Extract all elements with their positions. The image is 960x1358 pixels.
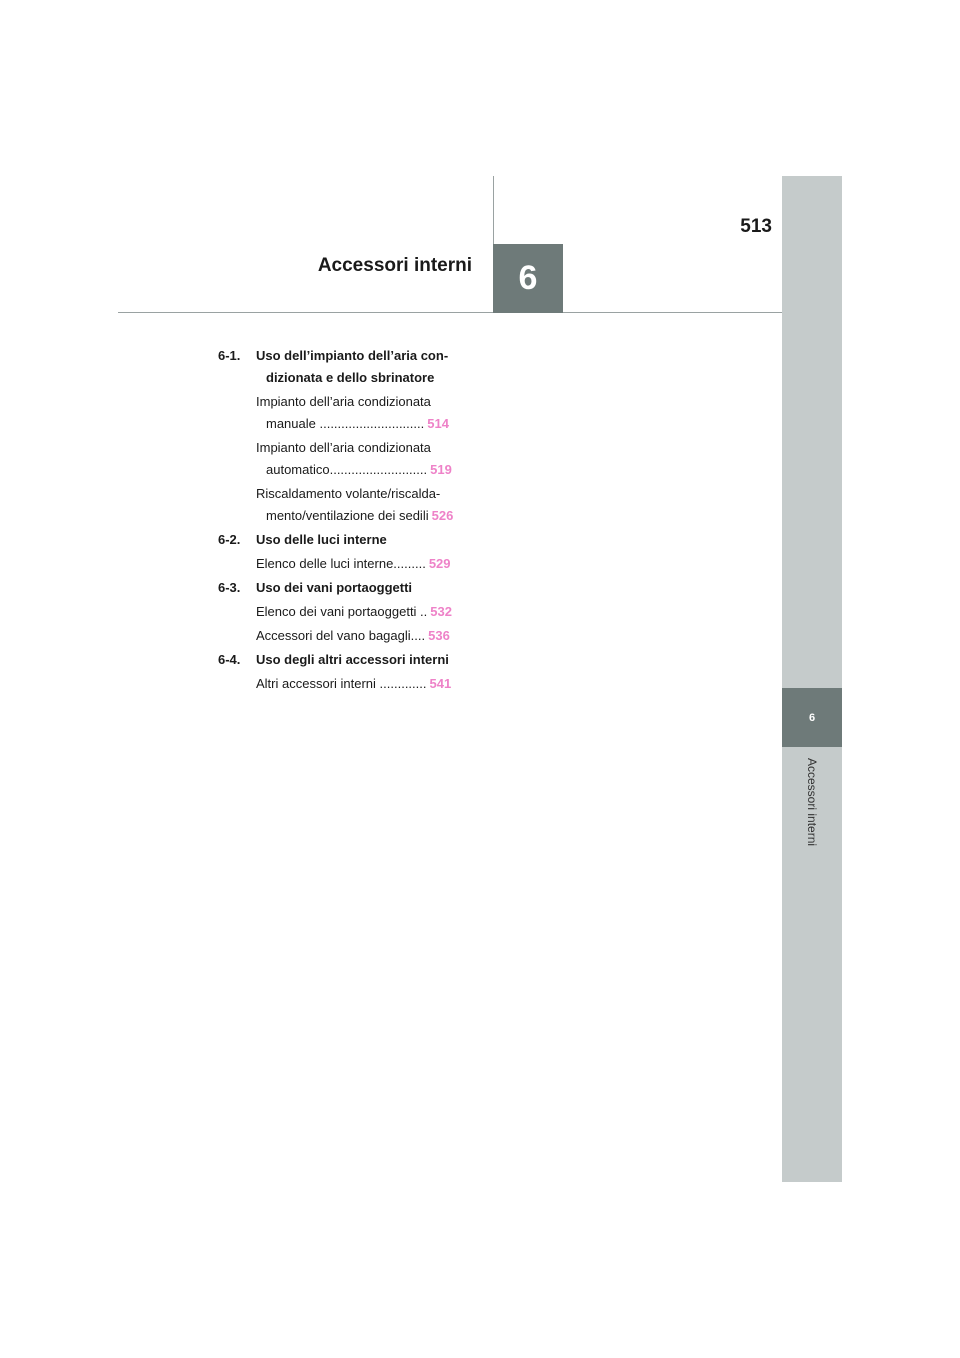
side-tab-number: 6 bbox=[808, 711, 816, 724]
entry-page-link[interactable]: 541 bbox=[429, 676, 452, 691]
section-title-continued: dizionata e dello sbrinatore bbox=[266, 370, 435, 385]
entry-text: Elenco delle luci interne......... bbox=[256, 556, 426, 571]
section-number: 6-3. bbox=[218, 580, 241, 595]
entry-page-link[interactable]: 529 bbox=[428, 556, 451, 571]
toc-section-6-1[interactable] bbox=[218, 345, 478, 367]
toc-entry[interactable] bbox=[256, 437, 478, 481]
section-number: 6-2. bbox=[218, 532, 241, 547]
side-chapter-label: Accessori interni bbox=[805, 758, 819, 847]
toc-entry[interactable] bbox=[256, 483, 478, 527]
chapter-title: Accessori interni bbox=[317, 255, 472, 276]
entry-text: Elenco dei vani portaoggetti .. bbox=[256, 604, 428, 619]
entry-text: Riscaldamento volante/riscalda- bbox=[256, 486, 441, 501]
entry-page-link[interactable]: 526 bbox=[431, 508, 454, 523]
header-horizontal-rule bbox=[118, 312, 782, 313]
entry-text-continued: automatico........................... bbox=[266, 462, 428, 477]
section-title: Uso dei vani portaoggetti bbox=[256, 580, 413, 595]
entry-text: Altri accessori interni ............. bbox=[256, 676, 427, 691]
section-number: 6-1. bbox=[218, 348, 241, 363]
entry-page-link[interactable]: 532 bbox=[430, 604, 452, 619]
entry-text: Impianto dell’aria condizionata bbox=[256, 440, 431, 455]
section-title: Uso degli altri accessori interni bbox=[256, 652, 449, 667]
side-strip bbox=[782, 176, 842, 1182]
section-title: Uso dell’impianto dell’aria con- bbox=[256, 348, 449, 363]
section-title: Uso delle luci interne bbox=[256, 532, 387, 547]
toc-entry[interactable] bbox=[256, 673, 478, 695]
page-number: 513 bbox=[740, 216, 772, 237]
toc-section-6-4[interactable] bbox=[218, 649, 478, 671]
toc-section-6-2[interactable] bbox=[218, 529, 478, 551]
entry-text: Accessori del vano bagagli.... bbox=[256, 628, 426, 643]
section-number: 6-4. bbox=[218, 652, 241, 667]
toc-entry[interactable] bbox=[256, 391, 478, 435]
entry-text: Impianto dell’aria condizionata bbox=[256, 394, 431, 409]
toc-entry[interactable] bbox=[256, 601, 478, 623]
chapter-number: 6 bbox=[518, 259, 538, 297]
chapter-number-box bbox=[493, 244, 563, 313]
entry-page-link[interactable]: 514 bbox=[427, 416, 449, 431]
entry-text-continued: mento/ventilazione dei sedili bbox=[266, 508, 429, 523]
side-chapter-tab[interactable] bbox=[782, 688, 842, 747]
table-of-contents bbox=[218, 345, 478, 695]
toc-section-6-3[interactable] bbox=[218, 577, 478, 599]
toc-entry[interactable] bbox=[256, 553, 478, 575]
entry-page-link[interactable]: 536 bbox=[428, 628, 450, 643]
entry-page-link[interactable]: 519 bbox=[430, 462, 452, 477]
toc-entry[interactable] bbox=[256, 625, 478, 647]
entry-text-continued: manuale ............................. bbox=[266, 416, 425, 431]
header-vertical-rule bbox=[493, 176, 494, 244]
